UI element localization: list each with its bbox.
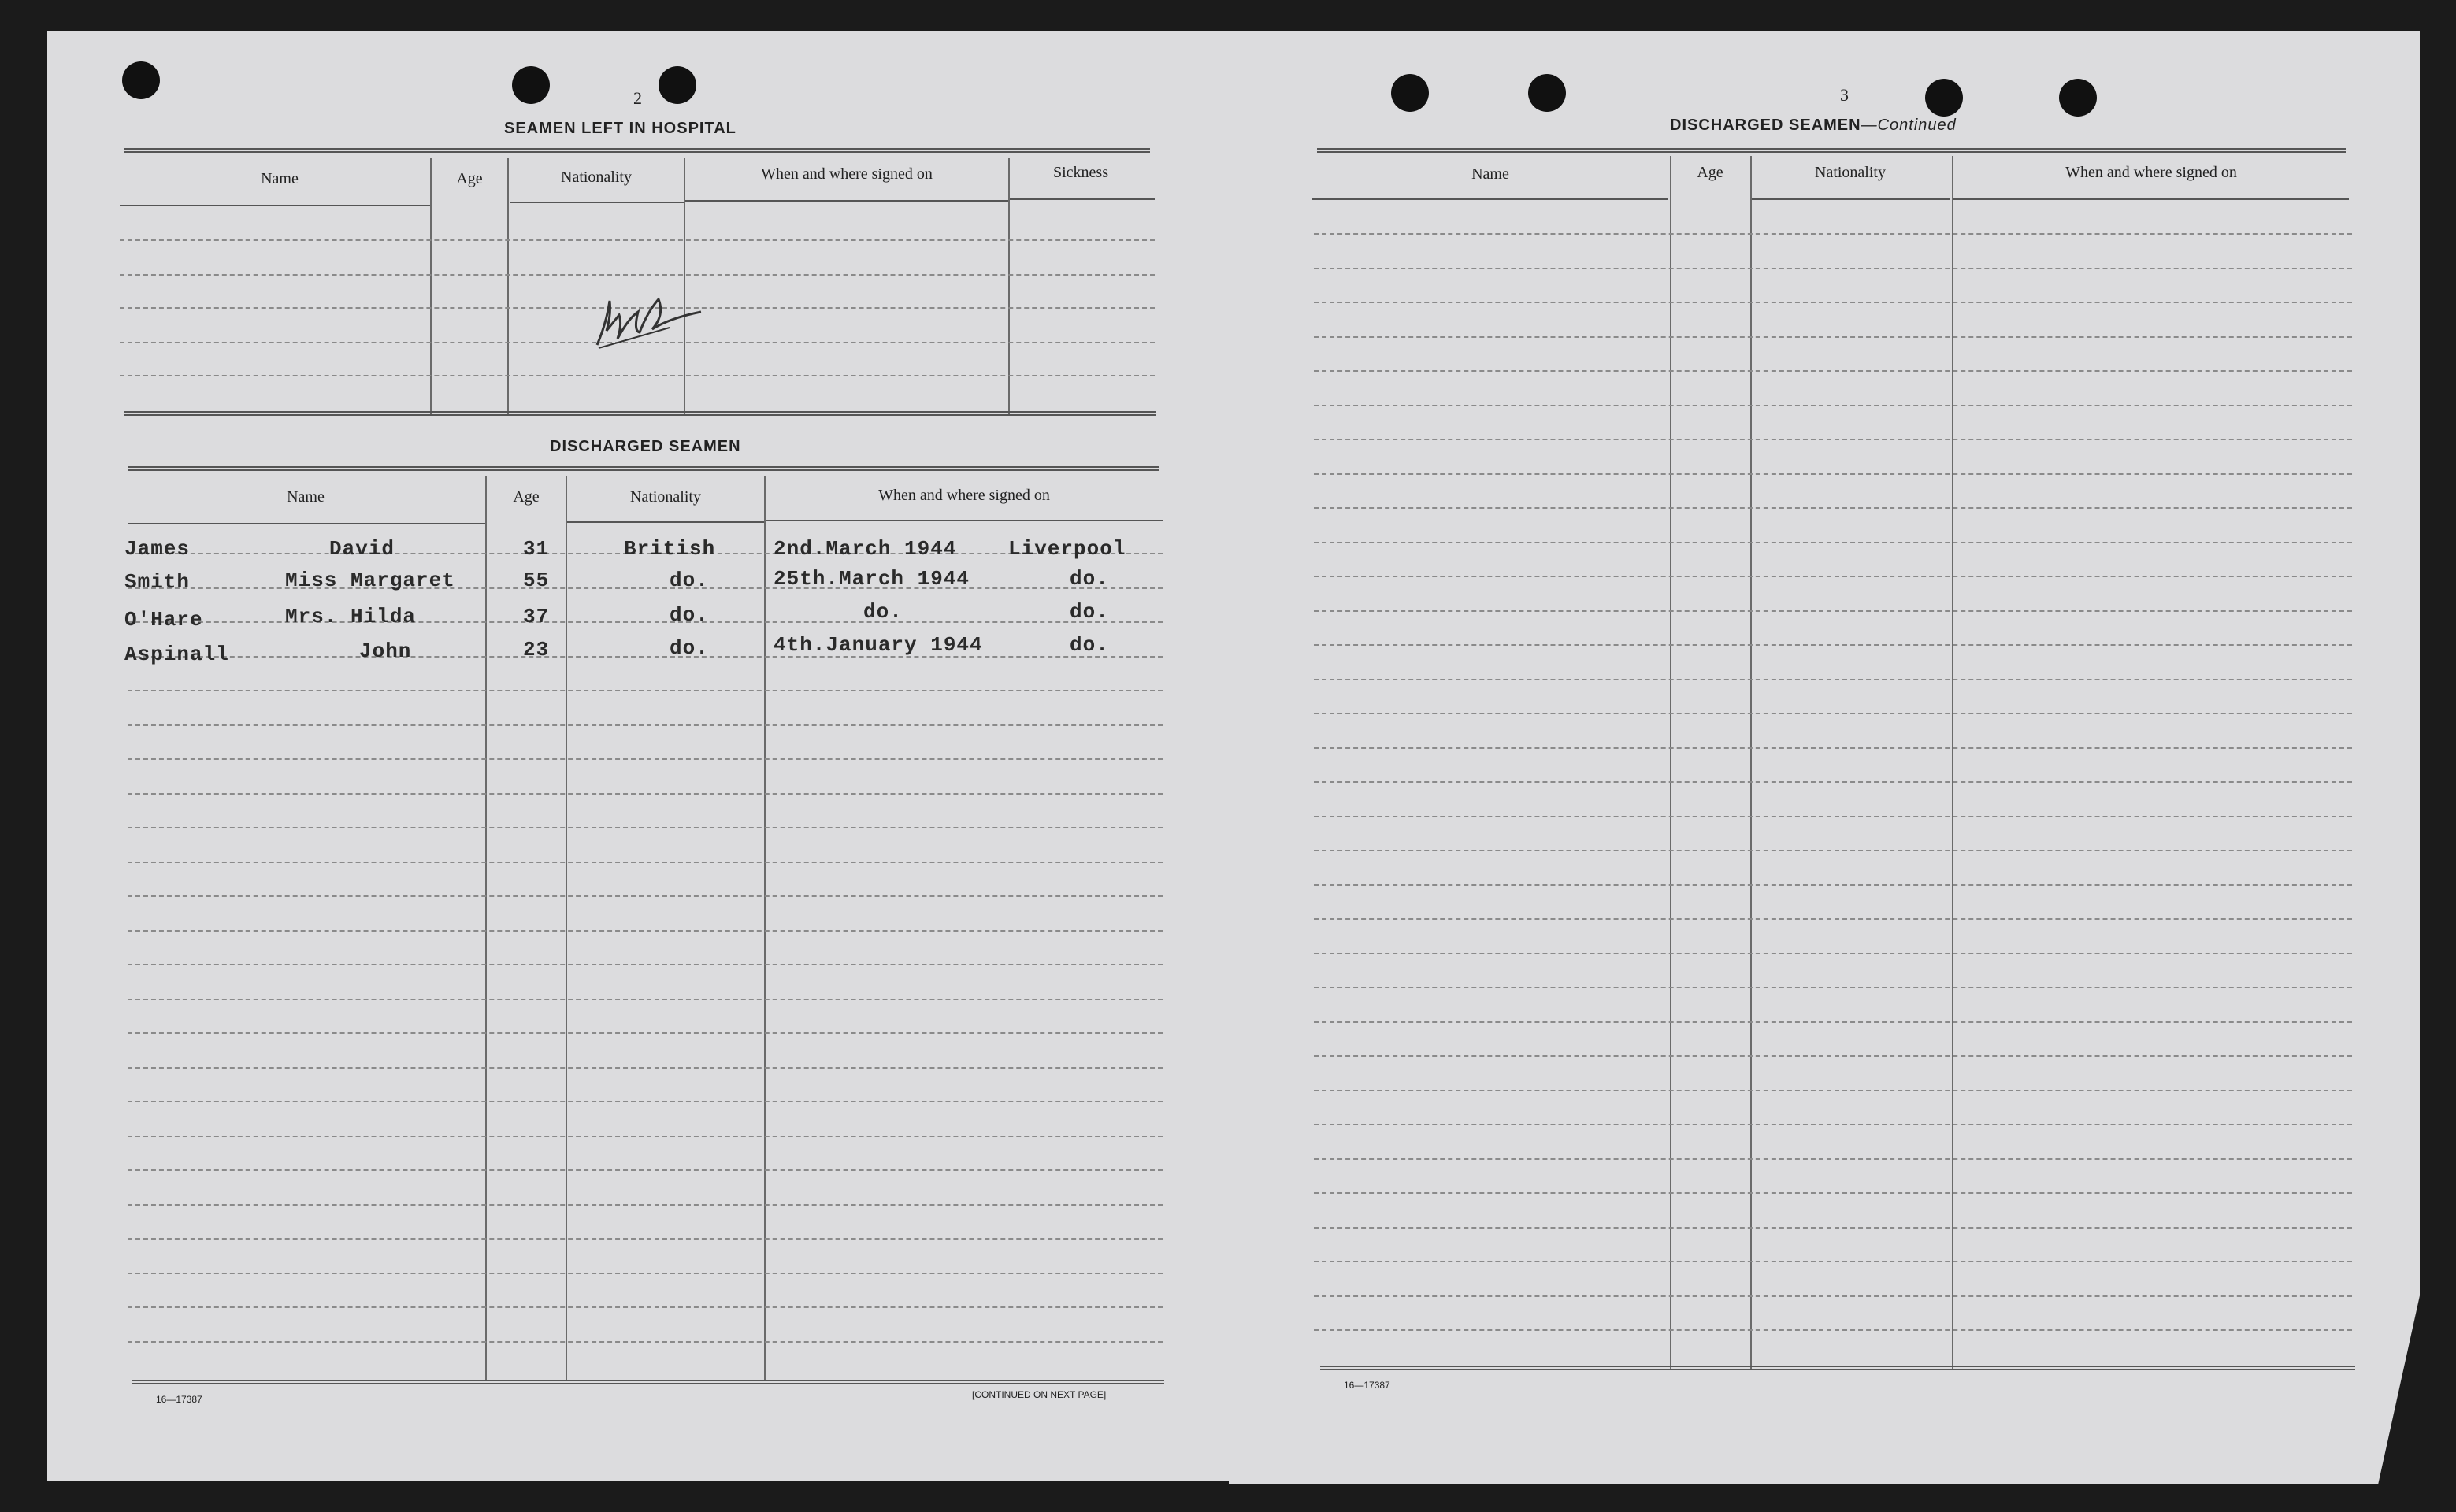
ruled-line — [1314, 370, 2352, 372]
right-title-main: DISCHARGED SEAMEN — [1670, 117, 1861, 134]
ruled-line — [1314, 1021, 2352, 1023]
ruled-line — [128, 1032, 1163, 1034]
ruled-line — [1314, 610, 2352, 612]
discharged-col-signed-on: When and where signed on — [878, 487, 1050, 504]
right-page — [1229, 32, 2420, 1484]
row1-signed-on: 2nd.March 1944 — [774, 537, 957, 561]
header-underline — [1750, 198, 1950, 200]
hospital-col-age: Age — [456, 170, 483, 187]
ruled-line — [1314, 1158, 2352, 1160]
handwritten-nil-mark — [583, 284, 709, 362]
column-divider — [764, 476, 766, 1381]
row2-given: Miss Margaret — [285, 569, 455, 592]
hospital-col-sickness: Sickness — [1053, 164, 1108, 181]
punch-hole — [2059, 79, 2097, 117]
row2-nationality: do. — [670, 569, 709, 592]
row1-given: David — [329, 537, 395, 561]
ruled-line — [1314, 233, 2352, 235]
form-number-right: 16—17387 — [1344, 1380, 1390, 1391]
row4-given: John — [359, 639, 412, 663]
ruled-line — [1314, 336, 2352, 338]
row2-surname: Smith — [124, 570, 191, 594]
ruled-line — [1314, 1295, 2352, 1297]
discharged-bottom-rule — [132, 1380, 1164, 1384]
punch-hole — [1391, 74, 1429, 112]
row2-signed-on: 25th.March 1944 — [774, 567, 970, 591]
punch-hole — [122, 61, 160, 99]
ruled-line — [128, 895, 1163, 897]
ruled-line — [1314, 507, 2352, 509]
header-underline — [128, 523, 485, 524]
left-page — [47, 32, 1245, 1480]
right-col-name: Name — [1471, 165, 1509, 183]
header-underline — [120, 205, 432, 206]
row4-surname: Aspinall — [124, 643, 229, 666]
right-title-continued: —Continued — [1861, 117, 1957, 134]
ruled-line — [1314, 439, 2352, 440]
ruled-line — [128, 1341, 1163, 1343]
ruled-line — [128, 1169, 1163, 1171]
ruled-line — [1314, 747, 2352, 749]
row4-signed-on: 4th.January 1944 — [774, 633, 983, 657]
header-underline — [766, 520, 1163, 521]
discharged-col-age: Age — [513, 488, 540, 506]
hospital-section-title: SEAMEN LEFT IN HOSPITAL — [504, 120, 736, 137]
ruled-line — [1314, 1329, 2352, 1331]
column-divider — [566, 476, 567, 1381]
ruled-line — [128, 758, 1163, 760]
row1-nationality: British — [624, 537, 716, 561]
row4-nationality: do. — [670, 636, 709, 660]
ruled-line — [1314, 884, 2352, 886]
header-underline — [1953, 198, 2349, 200]
right-bottom-rule — [1320, 1366, 2355, 1370]
punch-hole — [659, 66, 696, 104]
header-underline — [1312, 198, 1668, 200]
header-underline — [1010, 198, 1155, 200]
row4-place: do. — [1070, 633, 1109, 657]
discharged-top-rule — [128, 466, 1159, 471]
ruled-line — [1314, 713, 2352, 714]
ruled-line — [120, 274, 1155, 276]
header-underline — [685, 200, 1008, 202]
ruled-line — [128, 690, 1163, 691]
ruled-line — [1314, 953, 2352, 954]
discharged-col-nationality: Nationality — [630, 488, 701, 506]
ruled-line — [1314, 644, 2352, 646]
punch-hole — [1925, 79, 1963, 117]
discharged-section-title: DISCHARGED SEAMEN — [550, 438, 741, 455]
row2-age: 55 — [523, 569, 550, 592]
column-divider — [1952, 156, 1953, 1370]
right-section-title — [1670, 117, 1957, 135]
row3-age: 37 — [523, 605, 550, 628]
ruled-line — [128, 1136, 1163, 1137]
row3-surname: O'Hare — [124, 608, 203, 632]
continued-note: [CONTINUED ON NEXT PAGE] — [972, 1389, 1107, 1400]
ruled-line — [1314, 850, 2352, 851]
ruled-line — [128, 1273, 1163, 1274]
right-top-rule — [1317, 148, 2346, 153]
ruled-line — [1314, 542, 2352, 543]
hospital-top-rule — [124, 148, 1150, 153]
ruled-line — [128, 1067, 1163, 1069]
right-col-signed-on: When and where signed on — [2065, 164, 2237, 181]
ruled-line — [128, 656, 1163, 658]
row1-age: 31 — [523, 537, 550, 561]
ruled-line — [128, 724, 1163, 726]
ruled-line — [128, 587, 1163, 589]
header-underline — [566, 521, 764, 523]
row3-place: do. — [1070, 600, 1109, 624]
ruled-line — [1314, 781, 2352, 783]
ruled-line — [1314, 576, 2352, 577]
ruled-line — [128, 827, 1163, 828]
ruled-line — [1314, 918, 2352, 920]
row3-nationality: do. — [670, 603, 709, 627]
ruled-line — [1314, 816, 2352, 817]
right-col-nationality: Nationality — [1815, 164, 1886, 181]
ruled-line — [1314, 473, 2352, 475]
page-number-right: 3 — [1840, 85, 1849, 105]
ruled-line — [1314, 1192, 2352, 1194]
column-divider — [1670, 156, 1671, 1370]
page-number-left: 2 — [633, 88, 642, 108]
ruled-line — [128, 1306, 1163, 1308]
row4-age: 23 — [523, 638, 550, 662]
ruled-line — [128, 999, 1163, 1000]
ruled-line — [1314, 268, 2352, 269]
column-divider — [485, 476, 487, 1381]
ruled-line — [128, 793, 1163, 795]
column-divider — [1750, 156, 1752, 1370]
hospital-col-signed-on: When and where signed on — [761, 165, 933, 183]
ruled-line — [1314, 679, 2352, 680]
ruled-line — [1314, 1124, 2352, 1125]
ruled-line — [1314, 302, 2352, 303]
ruled-line — [120, 375, 1155, 376]
row1-place: Liverpool — [1008, 537, 1126, 561]
ruled-line — [1314, 405, 2352, 406]
ruled-line — [128, 1101, 1163, 1102]
ruled-line — [128, 964, 1163, 965]
header-underline — [510, 202, 684, 203]
ruled-line — [1314, 1090, 2352, 1091]
ruled-line — [1314, 1055, 2352, 1057]
row3-given: Mrs. Hilda — [285, 605, 417, 628]
row2-place: do. — [1070, 567, 1109, 591]
hospital-col-nationality: Nationality — [561, 169, 632, 186]
form-number-left: 16—17387 — [156, 1394, 202, 1405]
ruled-line — [1314, 1261, 2352, 1262]
row3-signed-on: do. — [863, 600, 903, 624]
ruled-line — [128, 930, 1163, 932]
ruled-line — [128, 1238, 1163, 1240]
punch-hole — [1528, 74, 1566, 112]
ruled-line — [1314, 987, 2352, 988]
discharged-col-name: Name — [287, 488, 325, 506]
punch-hole — [512, 66, 550, 104]
ruled-line — [1314, 1227, 2352, 1228]
ruled-line — [128, 862, 1163, 863]
hospital-col-name: Name — [261, 170, 299, 187]
ruled-line — [120, 239, 1155, 241]
row1-surname: James — [124, 537, 191, 561]
ruled-line — [128, 621, 1163, 623]
hospital-bottom-rule — [124, 411, 1156, 416]
ruled-line — [128, 1204, 1163, 1206]
right-col-age: Age — [1697, 164, 1723, 181]
